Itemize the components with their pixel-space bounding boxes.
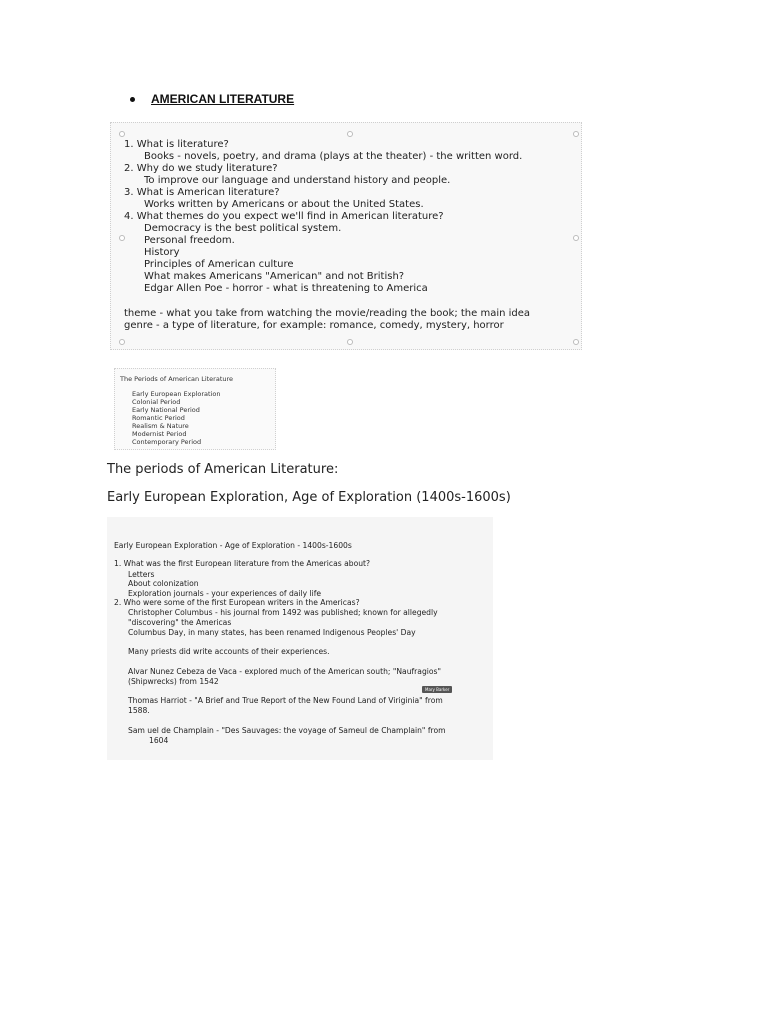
qa-line: To improve our language and understand history and people.: [144, 175, 451, 186]
notes-line: Christopher Columbus - his journal from 1492 was published; known for allegedly: [128, 608, 438, 617]
notes-line: Early European Exploration - Age of Exploration - 1400s-1600s: [114, 541, 352, 550]
qa-line: History: [144, 247, 180, 258]
resize-handle-icon: [573, 339, 579, 345]
notes-line: Thomas Harriot - "A Brief and True Report of the New Found Land of Viriginia" from: [128, 696, 443, 705]
qa-line: Books - novels, poetry, and drama (plays at the theater) - the written word.: [144, 151, 523, 162]
period-item: Colonial Period: [132, 398, 181, 406]
qa-line: Works written by Americans or about the United States.: [144, 199, 424, 210]
periods-paragraph: The periods of American Literature:: [107, 462, 339, 477]
qa-line: theme - what you take from watching the movie/reading the book; the main idea: [124, 308, 531, 319]
qa-line: What makes Americans "American" and not British?: [144, 271, 405, 282]
exploration-notes-image: [107, 517, 493, 760]
resize-handle-icon: [347, 131, 353, 137]
notes-line: Alvar Nunez Cebeza de Vaca - explored much of the American south; "Naufragios": [128, 667, 441, 676]
literature-qa-image: [110, 122, 582, 350]
period-item: Modernist Period: [132, 430, 187, 438]
bullet-icon: [130, 97, 135, 102]
periods-title: The Periods of American Literature: [120, 375, 234, 383]
heading-text: AMERICAN LITERATURE: [151, 92, 295, 106]
period-item: Realism & Nature: [132, 422, 189, 430]
notes-line: 2. Who were some of the first European writers in the Americas?: [114, 598, 360, 607]
qa-line: Principles of American culture: [144, 259, 294, 270]
qa-line: 1. What is literature?: [124, 139, 229, 150]
qa-line: 2. Why do we study literature?: [124, 163, 278, 174]
qa-line: Democracy is the best political system.: [144, 223, 342, 234]
resize-handle-icon: [347, 339, 353, 345]
resize-handle-icon: [119, 339, 125, 345]
qa-line: Personal freedom.: [144, 235, 235, 246]
qa-line: 3. What is American literature?: [124, 187, 280, 198]
period-item: Contemporary Period: [132, 438, 202, 446]
period-item: Early National Period: [132, 406, 200, 414]
section-heading: [130, 92, 294, 106]
resize-handle-icon: [119, 235, 125, 241]
period-item: Romantic Period: [132, 414, 185, 422]
notes-line: About colonization: [128, 579, 199, 588]
notes-line: 1588.: [128, 706, 150, 715]
qa-line: genre - a type of literature, for example: romance, comedy, mystery, horror: [124, 320, 504, 331]
notes-line: Letters: [128, 570, 155, 579]
resize-handle-icon: [573, 131, 579, 137]
notes-line: 1604: [149, 736, 169, 745]
notes-line: "discovering" the Americas: [128, 618, 232, 627]
notes-line: 1. What was the first European literature from the Americas about?: [114, 559, 371, 568]
notes-line: Sam uel de Champlain - "Des Sauvages: the voyage of Sameul de Champlain" from: [128, 726, 446, 735]
notes-line: (Shipwrecks) from 1542: [128, 677, 219, 686]
exploration-paragraph: Early European Exploration, Age of Exploration (1400s-1600s): [107, 490, 511, 505]
name-tag: Mary Barker: [422, 686, 452, 693]
resize-handle-icon: [573, 235, 579, 241]
periods-list-image: [114, 368, 276, 450]
notes-line: Exploration journals - your experiences of daily life: [128, 589, 322, 598]
notes-line: Columbus Day, in many states, has been renamed Indigenous Peoples' Day: [128, 628, 416, 637]
qa-line: Edgar Allen Poe - horror - what is threatening to America: [144, 283, 428, 294]
qa-line: 4. What themes do you expect we'll find in American literature?: [124, 211, 444, 222]
notes-line: Many priests did write accounts of their experiences.: [128, 647, 330, 656]
period-item: Early European Exploration: [132, 390, 221, 398]
resize-handle-icon: [119, 131, 125, 137]
